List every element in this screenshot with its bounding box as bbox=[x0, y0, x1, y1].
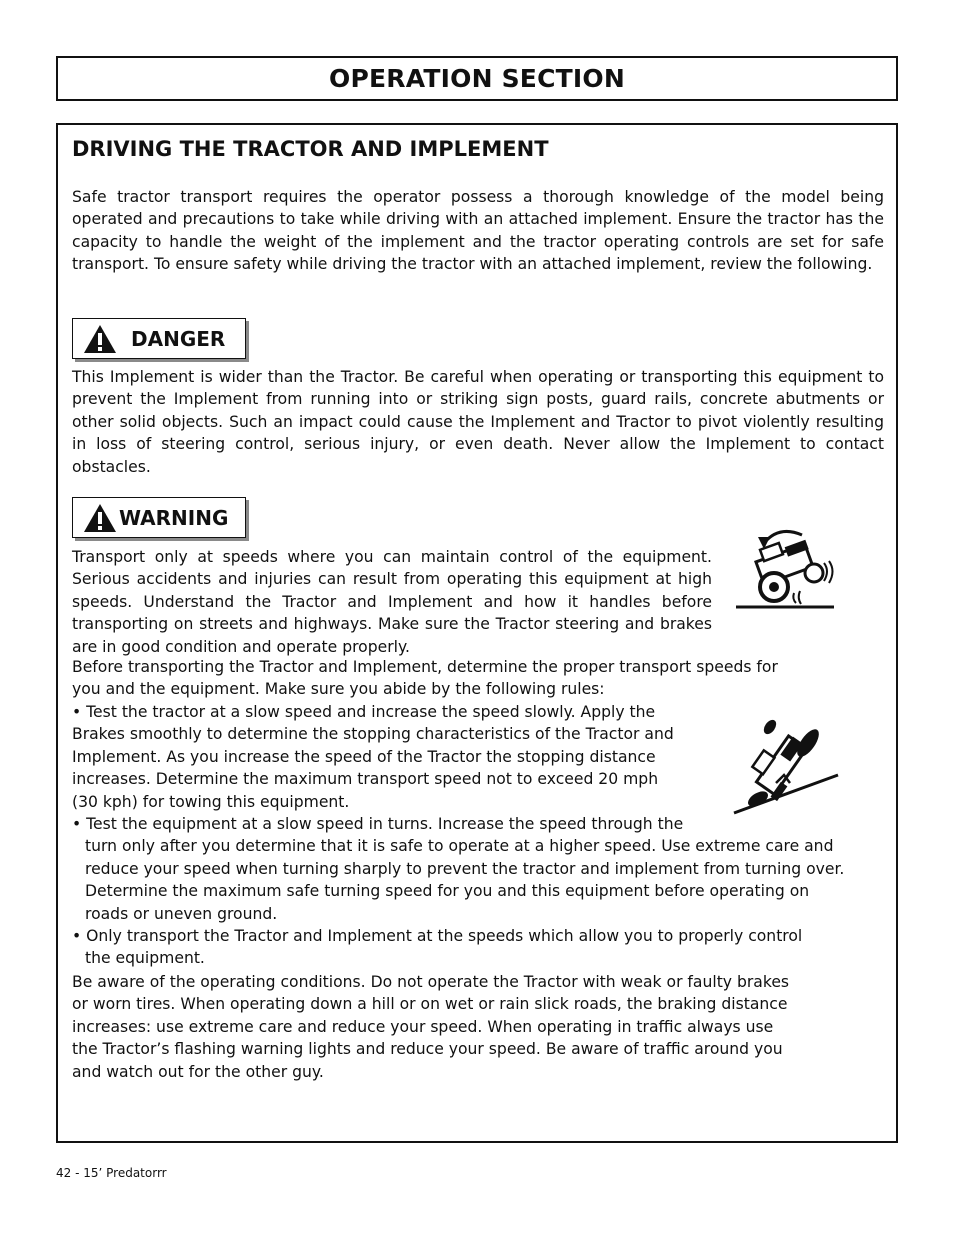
bullet-list-item: • Test the tractor at a slow speed and increase the speed slowly. Apply the Brakes smoothly to determine the stopping characteristics of the Tractor and Implement. As you increase the speed of the Tractor the stopping distance increases. Determine the maximum transport speed not to exceed 20 mph (30 kph) for towing this equipment. bbox=[72, 703, 674, 811]
page-footer: 42 - 15’ Predatorrr bbox=[56, 1166, 167, 1180]
transport-intro: Before transporting the Tractor and Implement, determine the proper transport speeds for you and the equipment. Make sure you abide by the following rules: bbox=[72, 658, 778, 699]
bullet-list-item: • Only transport the Tractor and Implement at the speeds which allow you to properly control the equipment. bbox=[72, 927, 803, 968]
operating-conditions-paragraph: Be aware of the operating conditions. Do not operate the Tractor with weak or faulty brakes or worn tires. When operating down a hill or on wet or rain slick roads, the braking distance increases: use extreme care and reduce your speed. When operating in traffic always use the Tractor’s flashing warning lights and reduce your speed. Be aware of traffic around you and watch out for the other guy. bbox=[72, 973, 790, 1081]
warning-label-text: WARNING bbox=[119, 505, 229, 530]
tractor-rollover-icon bbox=[734, 523, 838, 613]
danger-label-text: DANGER bbox=[131, 326, 226, 351]
section-title: DRIVING THE TRACTOR AND IMPLEMENT bbox=[72, 137, 549, 161]
section-header bbox=[56, 56, 898, 101]
warning-paragraph: Transport only at speeds where you can maintain control of the equipment. Serious accidents and injuries can result from operating this equipment at high speeds. Understand the Tractor and Implement and how it handles before transporting on streets and highways. Make sure the Tractor steering and brakes are in good condition and operate properly. bbox=[72, 548, 712, 656]
bullet-list-item: • Test the equipment at a slow speed in turns. Increase the speed through the turn only after you determine that it is safe to operate at a higher speed. Use extreme care and reduce your speed when turning sharply to prevent the tractor and implement from turning over. Determine the maximum safe turning speed for you and this equipment before operating on roads or uneven ground. bbox=[72, 815, 845, 923]
danger-paragraph: This Implement is wider than the Tractor. Be careful when operating or transporting this equipment to prevent the Implement from running into or striking sign posts, guard rails, concrete abutments or other solid objects. Such an impact could cause the Implement and Tractor to pivot violently resulting in loss of steering control, serious injury, or even death. Never allow the Implement to contact obstacles. bbox=[72, 368, 884, 476]
warning-label bbox=[72, 497, 246, 538]
warning-triangle-icon bbox=[83, 324, 117, 354]
content-box bbox=[56, 123, 898, 1143]
tractor-slope-rollover-icon bbox=[730, 713, 842, 819]
page-title: OPERATION SECTION bbox=[329, 64, 625, 93]
intro-paragraph: Safe tractor transport requires the operator possess a thorough knowledge of the model being operated and precautions to take while driving with an attached implement. Ensure the tractor has the capacity to handle the weight of the implement and the tractor operating controls are set for safe transport. To ensure safety while driving the tractor with an attached implement, review the following. bbox=[72, 188, 884, 274]
warning-triangle-icon bbox=[83, 503, 117, 533]
danger-label bbox=[72, 318, 246, 359]
